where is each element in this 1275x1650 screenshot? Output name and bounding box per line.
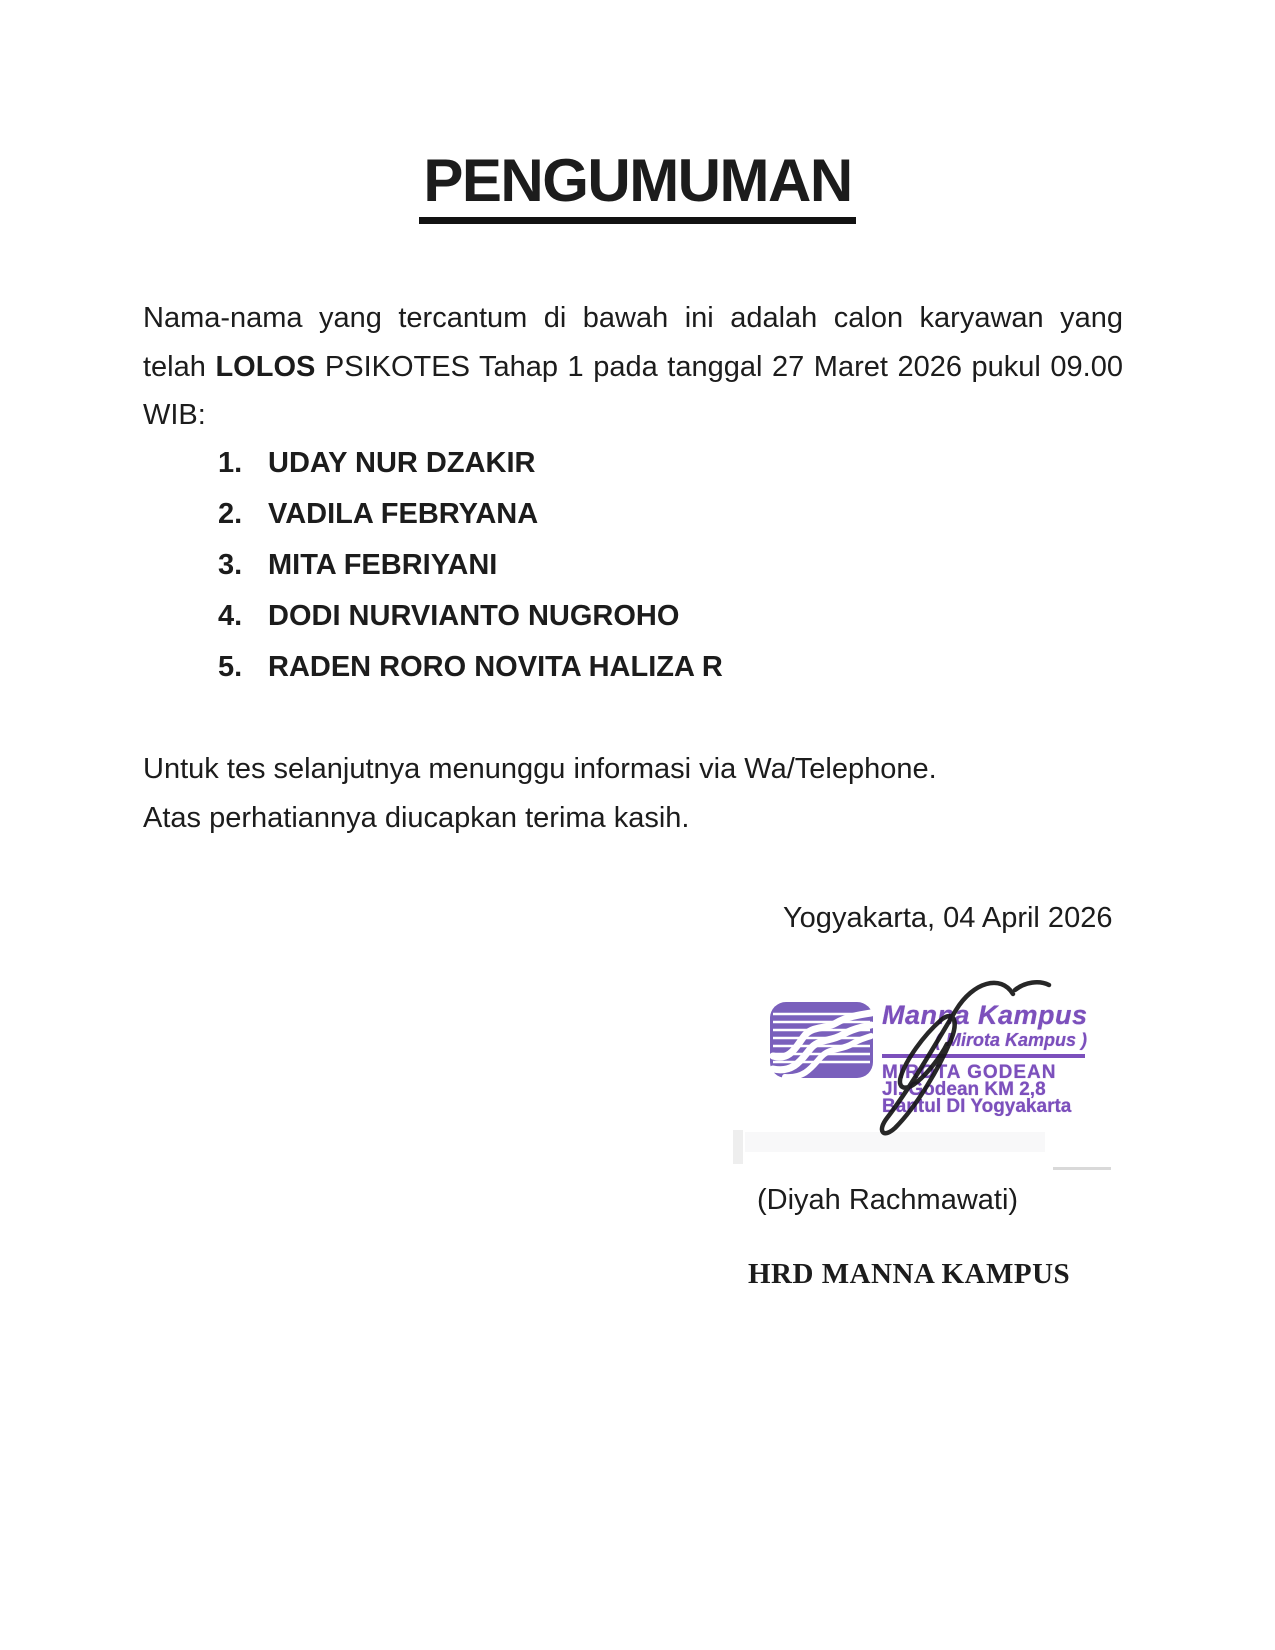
intro-line2-post: PSIKOTES Tahap 1 pada tanggal 27 Maret 2026 pukul 09.00 bbox=[315, 350, 1124, 383]
list-item-name: VADILA FEBRYANA bbox=[268, 498, 539, 530]
closing-line-2: Atas perhatiannya diucapkan terima kasih. bbox=[143, 801, 690, 834]
signature-scribble bbox=[855, 972, 1055, 1142]
list-item-number: 3. bbox=[218, 549, 243, 581]
dateline: Yogyakarta, 04 April 2026 bbox=[783, 902, 1113, 934]
list-item bbox=[218, 540, 723, 591]
stamp-brand: Manna Kampus bbox=[882, 1000, 1088, 1030]
signer-title: HRD MANNA KAMPUS bbox=[748, 1258, 1071, 1290]
intro-line-2 bbox=[143, 343, 1123, 392]
list-item bbox=[218, 489, 723, 540]
list-item-name: DODI NURVIANTO NUGROHO bbox=[268, 600, 680, 632]
scan-artifact bbox=[733, 1130, 743, 1164]
stamp-store-name: MIROTA GODEAN bbox=[882, 1062, 1057, 1083]
closing-line-1: Untuk tes selanjutnya menunggu informasi via Wa/Telephone. bbox=[143, 753, 937, 785]
intro-paragraph bbox=[143, 294, 1123, 440]
list-item-name: MITA FEBRIYANI bbox=[268, 549, 498, 581]
closing-paragraph bbox=[143, 745, 937, 842]
signer-name: (Diyah Rachmawati) bbox=[757, 1184, 1019, 1216]
list-item-number: 4. bbox=[218, 600, 243, 632]
intro-line2-pre: telah bbox=[143, 350, 216, 383]
page-title bbox=[0, 146, 1275, 224]
list-item-number: 1. bbox=[218, 447, 243, 479]
stamp-address-line1: Jl. Godean KM 2,8 bbox=[882, 1079, 1046, 1100]
intro-line-3: WIB: bbox=[143, 399, 206, 431]
candidate-list bbox=[218, 438, 723, 693]
scan-artifact bbox=[1053, 1167, 1111, 1170]
intro-line-1: Nama-nama yang tercantum di bawah ini adalah calon karyawan yang bbox=[143, 302, 1123, 334]
list-item-number: 5. bbox=[218, 651, 243, 683]
list-item-name: UDAY NUR DZAKIR bbox=[268, 447, 536, 479]
page-title-text: PENGUMUMAN bbox=[419, 146, 855, 224]
intro-line2-bold: LOLOS bbox=[215, 350, 316, 383]
list-item-name: RADEN RORO NOVITA HALIZA R bbox=[268, 651, 723, 683]
stamp-brand-sub: ( Mirota Kampus ) bbox=[935, 1030, 1088, 1050]
list-item bbox=[218, 438, 723, 489]
list-item-number: 2. bbox=[218, 498, 243, 530]
stamp-address-line2: Bantul DI Yogyakarta bbox=[882, 1096, 1072, 1117]
list-item bbox=[218, 591, 723, 642]
list-item bbox=[218, 642, 723, 693]
